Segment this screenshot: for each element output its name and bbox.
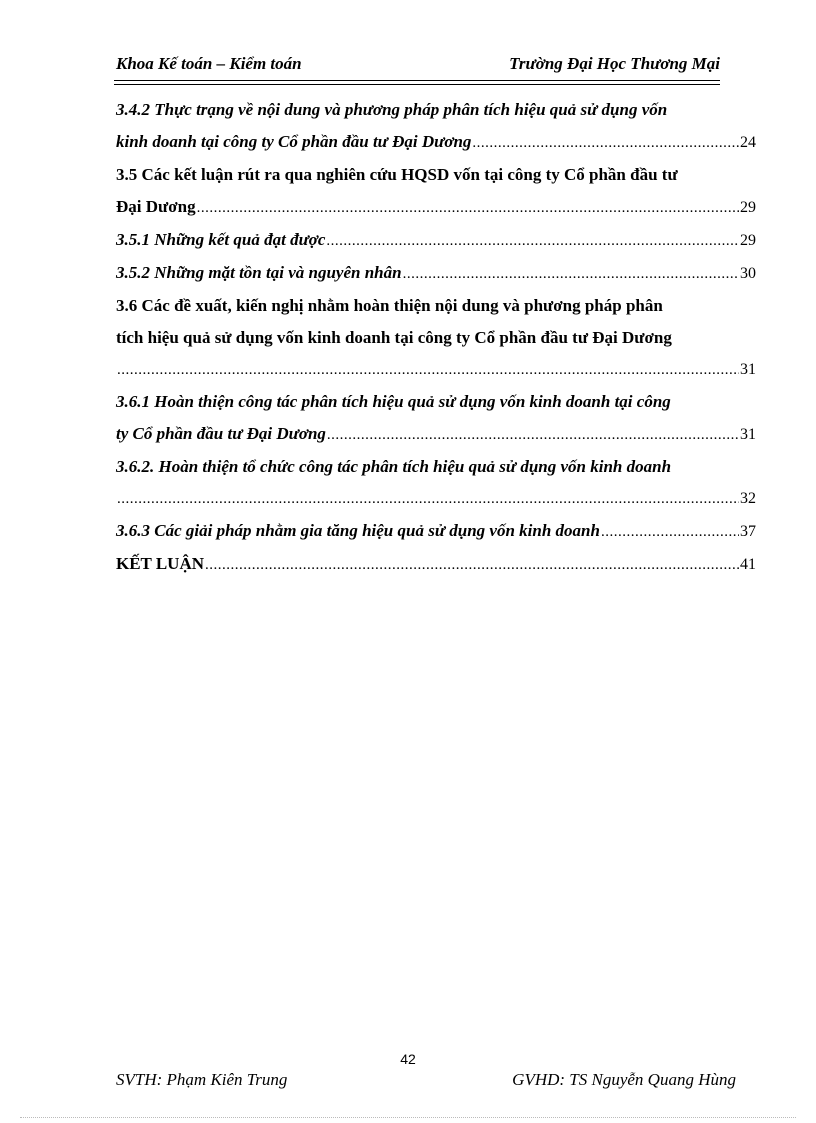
table-of-contents bbox=[116, 94, 756, 581]
toc-entry bbox=[116, 548, 756, 581]
toc-entry bbox=[116, 224, 756, 257]
page-footer bbox=[116, 1070, 736, 1092]
toc-entry bbox=[116, 159, 756, 224]
toc-entry-last-line bbox=[116, 191, 756, 224]
toc-entry-last-line bbox=[116, 126, 756, 159]
footer-advisor: GVHD: TS Nguyễn Quang Hùng bbox=[512, 1070, 736, 1089]
toc-page-number: 30 bbox=[740, 265, 756, 282]
page-bottom-border bbox=[20, 1117, 796, 1118]
toc-entry-text: 3.4.2 Thực trạng về nội dung và phương pháp phân tích hiệu quả sử dụng vốn bbox=[116, 100, 668, 119]
toc-entry-text: 3.6.3 Các giải pháp nhằm gia tăng hiệu quả sử dụng vốn kinh doanh bbox=[116, 521, 600, 540]
toc-entry-text: 3.6 Các đề xuất, kiến nghị nhằm hoàn thiện nội dung và phương pháp phân bbox=[116, 296, 663, 315]
toc-entry bbox=[116, 451, 756, 515]
toc-entry bbox=[116, 515, 756, 548]
toc-entry-last-line bbox=[116, 354, 756, 386]
toc-entry-text: KẾT LUẬN bbox=[116, 554, 205, 573]
toc-page-number: 37 bbox=[740, 523, 756, 540]
toc-page-number: 24 bbox=[740, 134, 756, 151]
toc-page-number: 31 bbox=[740, 361, 756, 378]
toc-dot-leader bbox=[205, 549, 739, 581]
toc-entry-text: 3.5 Các kết luận rút ra qua nghiên cứu HQSD vốn tại công ty Cổ phần đầu tư bbox=[116, 165, 678, 184]
toc-entry-last-line bbox=[116, 515, 756, 548]
toc-entry-last-line bbox=[116, 257, 756, 290]
toc-entry-text: tích hiệu quả sử dụng vốn kinh doanh tại công ty Cổ phần đầu tư Đại Dương bbox=[116, 328, 672, 347]
toc-dot-leader bbox=[472, 127, 739, 159]
toc-entry bbox=[116, 94, 756, 159]
toc-dot-leader bbox=[197, 192, 739, 224]
toc-page-number: 29 bbox=[740, 232, 756, 249]
toc-page-number: 29 bbox=[740, 199, 756, 216]
toc-entry-text: kinh doanh tại công ty Cổ phần đầu tư Đại Dương bbox=[116, 132, 472, 151]
toc-dot-leader bbox=[117, 354, 739, 386]
toc-entry-last-line bbox=[116, 418, 756, 451]
toc-page-number: 41 bbox=[740, 556, 756, 573]
toc-entry bbox=[116, 257, 756, 290]
toc-entry-text: 3.5.2 Những mặt tồn tại và nguyên nhân bbox=[116, 263, 402, 282]
toc-dot-leader bbox=[327, 419, 739, 451]
toc-entry-text: 3.5.1 Những kết quả đạt được bbox=[116, 230, 326, 249]
toc-entry-text: 3.6.2. Hoàn thiện tổ chức công tác phân tích hiệu quả sử dụng vốn kinh doanh bbox=[116, 457, 672, 476]
page-number: 42 bbox=[400, 1051, 416, 1067]
toc-entry-last-line bbox=[116, 548, 756, 581]
toc-entry-text: Đại Dương bbox=[116, 197, 196, 216]
toc-entry bbox=[116, 290, 756, 386]
toc-entry-text: ty Cổ phần đầu tư Đại Dương bbox=[116, 424, 326, 443]
page-header bbox=[116, 54, 720, 78]
toc-dot-leader bbox=[326, 225, 739, 257]
toc-page-number: 32 bbox=[740, 490, 756, 507]
toc-entry-text: 3.6.1 Hoàn thiện công tác phân tích hiệu quả sử dụng vốn kinh doanh tại công bbox=[116, 392, 671, 411]
toc-dot-leader bbox=[601, 516, 739, 548]
toc-entry-last-line bbox=[116, 224, 756, 257]
header-divider bbox=[114, 80, 720, 85]
header-university: Trường Đại Học Thương Mại bbox=[509, 54, 720, 73]
toc-dot-leader bbox=[117, 483, 739, 515]
toc-dot-leader bbox=[403, 258, 739, 290]
header-faculty: Khoa Kế toán – Kiểm toán bbox=[116, 54, 302, 73]
toc-entry-last-line bbox=[116, 483, 756, 515]
toc-page-number: 31 bbox=[740, 426, 756, 443]
footer-student: SVTH: Phạm Kiên Trung bbox=[116, 1070, 288, 1089]
toc-entry bbox=[116, 386, 756, 451]
